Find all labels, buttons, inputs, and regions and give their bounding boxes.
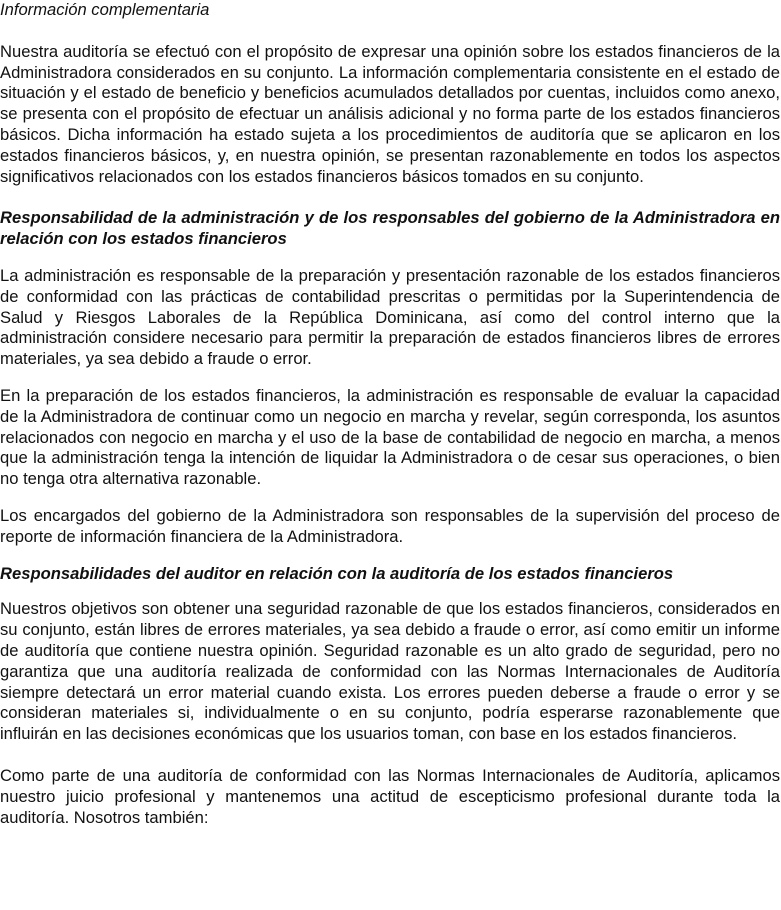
paragraph-governance: Los encargados del gobierno de la Administradora son responsables de la supervisión del proceso de reporte de información financiera de la Administradora. — [0, 505, 780, 546]
paragraph-audit-approach: Como parte de una auditoría de conformidad con las Normas Internacionales de Auditoría, aplicamos nuestro juicio profesional y mantenemos una actitud de escepticismo profesional durante toda la auditoría. Nosotros también: — [0, 765, 780, 827]
paragraph-management-responsibility: La administración es responsable de la preparación y presentación razonable de los estados financieros de conformidad con las prácticas de contabilidad prescritas o permitidas por la Superintendencia de Salud y Riesgos Laborales de la República Dominicana, así como del control interno que la administración considere necesario para permitir la preparación de estados financieros libres de errores materiales, ya sea debido a fraude o error. — [0, 265, 780, 369]
subsection-title: Información complementaria — [0, 0, 210, 19]
paragraph-complementary-info: Nuestra auditoría se efectuó con el propósito de expresar una opinión sobre los estados financieros de la Administradora considerados en su conjunto. La información complementaria consistente en el estado de situación y el estado de beneficio y beneficios acumulados detallados por cuentas, incluidos como anexo, se presenta con el propósito de efectuar un análisis adicional y no forma parte de los estados financieros básicos. Dicha información ha estado sujeta a los procedimientos de auditoría que se aplicaron en los estados financieros básicos, y, en nuestra opinión, se presentan razonablemente en todos los aspectos significativos relacionados con los estados financieros básicos tomados en su conjunto. — [0, 41, 780, 186]
heading-management-responsibility: Responsabilidad de la administración y de los responsables del gobierno de la Administradora en relación con los estados financieros — [0, 208, 780, 249]
heading-auditor-responsibility: Responsabilidades del auditor en relación con la auditoría de los estados financieros — [0, 563, 674, 583]
paragraph-going-concern: En la preparación de los estados financieros, la administración es responsable de evaluar la capacidad de la Administradora de continuar como un negocio en marcha y revelar, según corresponda, los asuntos relacionados con negocio en marcha y el uso de la base de contabilidad de negocio en marcha, a menos que la administración tenga la intención de liquidar la Administradora o de cesar sus operaciones, o bien no tenga otra alternativa razonable. — [0, 385, 780, 489]
paragraph-auditor-objectives: Nuestros objetivos son obtener una seguridad razonable de que los estados financieros, considerados en su conjunto, están libres de errores materiales, ya sea debido a fraude o error, así como emitir un informe de auditoría que contiene nuestra opinión. Seguridad razonable es un alto grado de seguridad, pero no garantiza que una auditoría realizada de conformidad con las Normas Internacionales de Auditoría siempre detectará un error material cuando exista. Los errores pueden deberse a fraude o error y se consideran materiales si, individualmente o en su conjunto, podría esperarse razonablemente que influirán en las decisiones económicas que los usuarios toman, con base en los estados financieros. — [0, 599, 780, 744]
